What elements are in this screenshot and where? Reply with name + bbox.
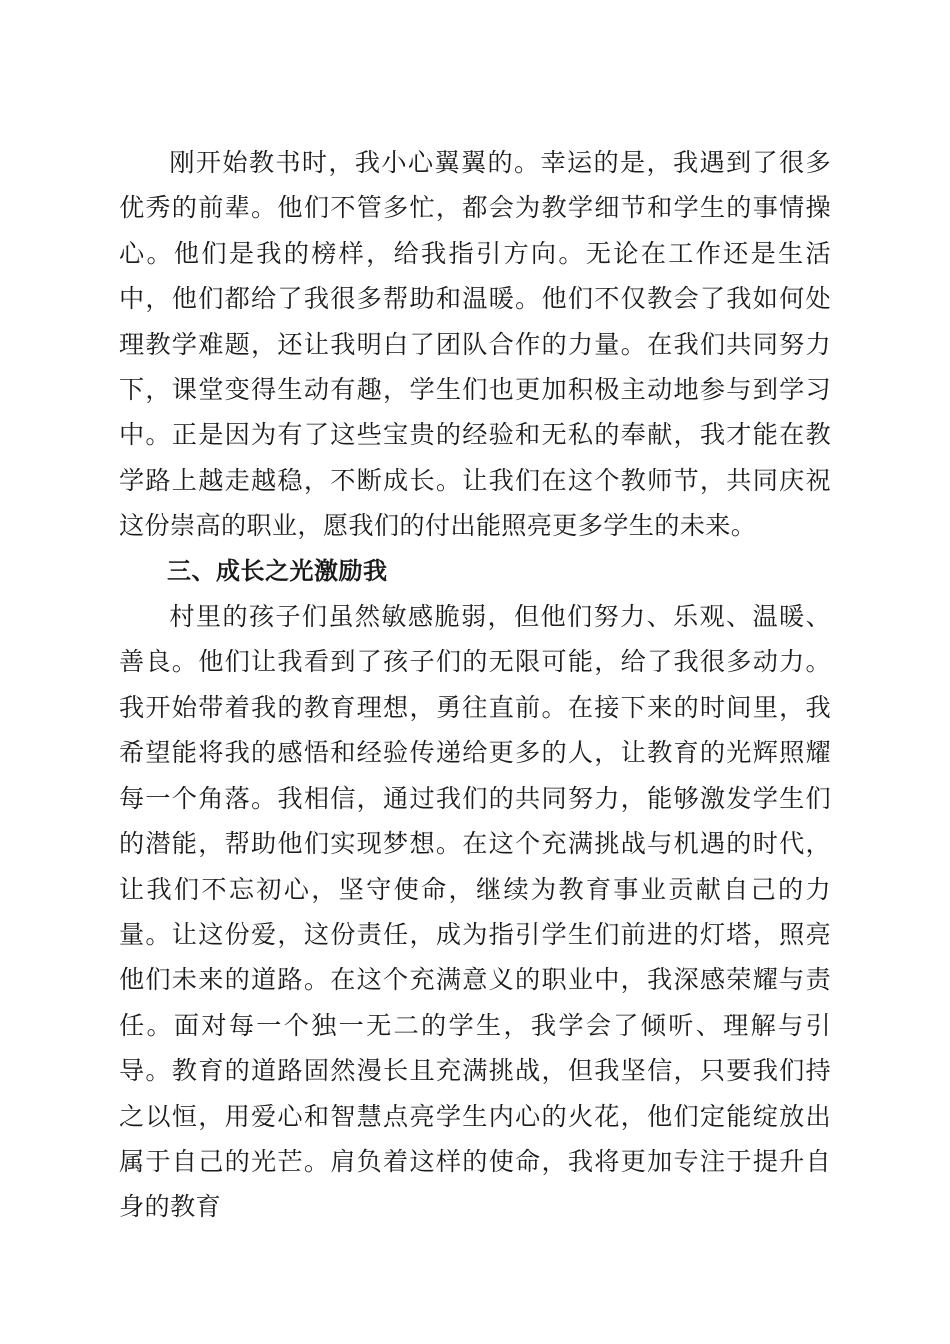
document-body: [119, 140, 831, 1230]
section-heading: 三、成长之光激励我: [167, 556, 388, 585]
body-paragraph-2: 村里的孩子们虽然敏感脆弱，但他们努力、乐观、温暖、善良。他们让我看到了孩子们的无限可能，给了我很多动力。我开始带着我的教育理想，勇往直前。在接下来的时间里，我希望能将我的感悟和经验传递给更多的人，让教育的光辉照耀每一个角落。我相信，通过我们的共同努力，能够激发学生们的潜能，帮助他们实现梦想。在这个充满挑战与机遇的时代，让我们不忘初心，坚守使命，继续为教育事业贡献自己的力量。让这份爱，这份责任，成为指引学生们前进的灯塔，照亮他们未来的道路。在这个充满意义的职业中，我深感荣耀与责任。面对每一个独一无二的学生，我学会了倾听、理解与引导。教育的道路固然漫长且充满挑战，但我坚信，只要我们持之以恒，用爱心和智慧点亮学生内心的火花，他们定能绽放出属于自己的光芒。肩负着这样的使命，我将更加专注于提升自身的教育: [119, 602, 831, 1222]
body-paragraph-1: 刚开始教书时，我小心翼翼的。幸运的是，我遇到了很多优秀的前辈。他们不管多忙，都会为教学细节和学生的事情操心。他们是我的榜样，给我指引方向。无论在工作还是生活中，他们都给了我很多帮助和温暖。他们不仅教会了我如何处理教学难题，还让我明白了团队合作的力量。在我们共同努力下，课堂变得生动有趣，学生们也更加积极主动地参与到学习中。正是因为有了这些宝贵的经验和无私的奉献，我才能在教学路上越走越稳，不断成长。让我们在这个教师节，共同庆祝这份崇高的职业，愿我们的付出能照亮更多学生的未来。: [119, 148, 831, 541]
